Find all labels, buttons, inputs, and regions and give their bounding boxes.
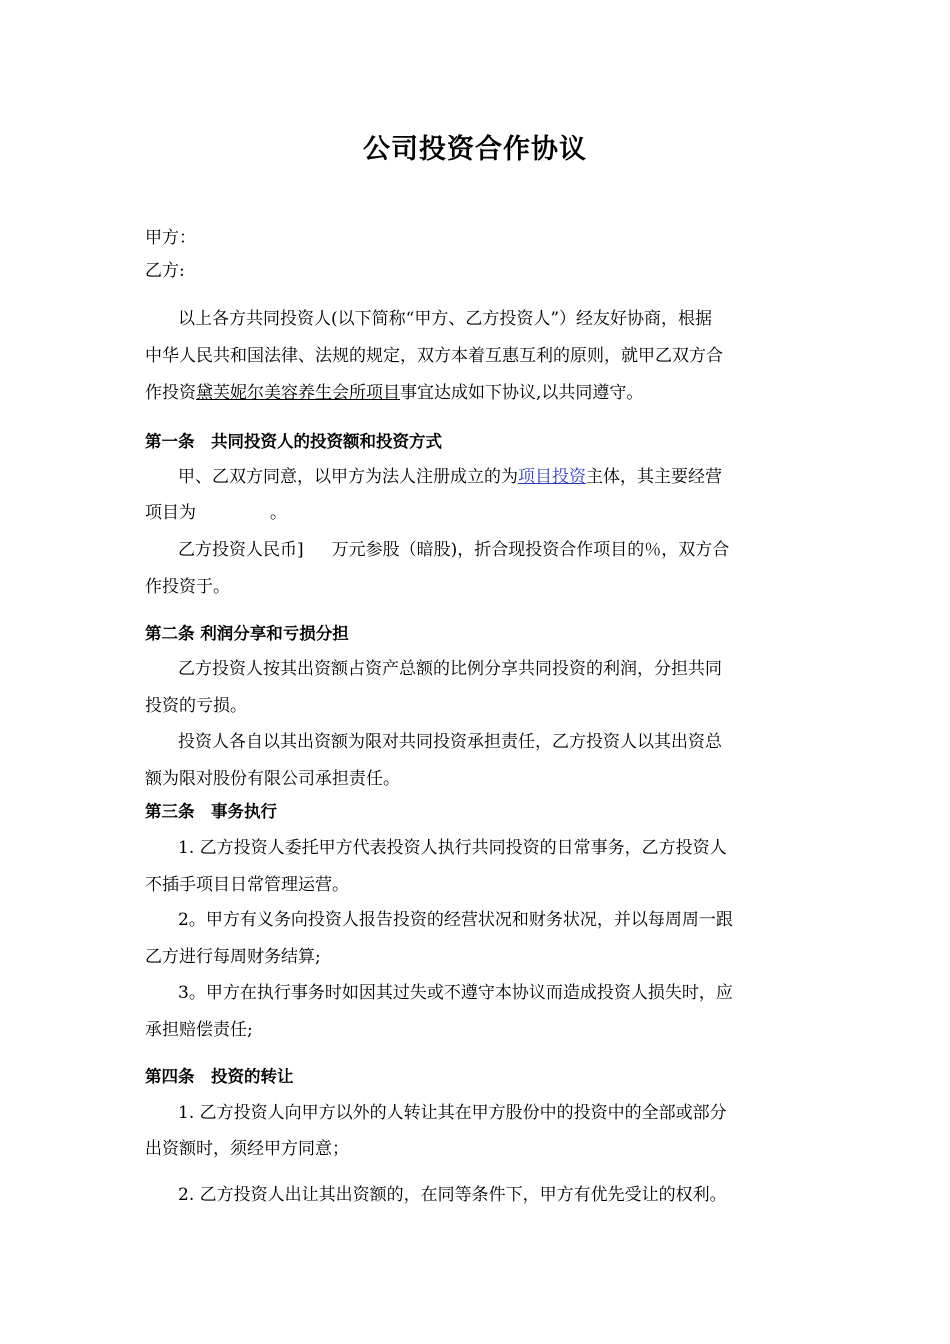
article-3-item-3-line-1: 3。甲方在执行事务时如因其过失或不遵守本协议而造成投资人损失时，应 [178, 983, 733, 1003]
article-4-item-1-line-1: 1. 乙方投资人向甲方以外的人转让其在甲方股份中的投资中的全部或部分 [178, 1103, 727, 1123]
intro-line-3 [145, 381, 643, 405]
article-3-item-3-line-2: 承担赔偿责任; [145, 1020, 253, 1040]
article-4-heading: 第四条 投资的转让 [145, 1067, 294, 1086]
article-2-para-2-line-2: 额为限对股份有限公司承担责任。 [145, 769, 400, 789]
article-1-text-end: 主体，其主要经营 [586, 467, 722, 487]
project-investment-link[interactable]: 项目投资 [518, 467, 586, 487]
intro-line-1: 以上各方共同投资人(以下简称“甲方、乙方投资人”）经友好协商，根据 [178, 309, 713, 329]
article-3-item-2-line-1: 2。甲方有义务向投资人报告投资的经营状况和财务状况，并以每周周一跟 [178, 910, 733, 930]
article-1-period: 。 [270, 503, 287, 523]
article-4-item-1-line-2: 出资额时，须经甲方同意； [145, 1139, 349, 1159]
article-3-item-2-line-2: 乙方进行每周财务结算; [145, 947, 321, 967]
article-2-para-2-line-1: 投资人各自以其出资额为限对共同投资承担责任，乙方投资人以其出资总 [178, 732, 722, 752]
article-1-text: 甲、乙双方同意，以甲方为法人注册成立的为 [178, 467, 518, 487]
article-1-text: 项目为 [145, 503, 196, 523]
article-1-para-1-line-1 [178, 465, 722, 489]
article-2-para-1-line-1: 乙方投资人按其出资额占资产总额的比例分享共同投资的利润，分担共同 [178, 659, 722, 679]
article-1-para-2-line-2: 作投资于。 [145, 577, 230, 597]
article-3-heading: 第三条 事务执行 [145, 802, 277, 821]
article-1-heading: 第一条 共同投资人的投资额和投资方式 [145, 432, 442, 451]
article-1-para-1-line-2 [145, 501, 287, 525]
intro-text-end: 事宜达成如下协议,以共同遵守。 [400, 383, 644, 403]
article-1-text-end: 万元参股（暗股)，折合现投资合作项目的％，双方合 [331, 540, 730, 560]
intro-line-2: 中华人民共和国法律、法规的规定，双方本着互惠互利的原则，就甲乙双方合 [145, 346, 723, 366]
party-a-label: 甲方： [145, 228, 196, 248]
article-1-para-2-line-1 [178, 538, 729, 562]
project-name: 黛芙妮尔美容养生会所项目 [196, 383, 400, 403]
article-4-item-2-line-1: 2. 乙方投资人出让其出资额的，在同等条件下，甲方有优先受让的权利。 [178, 1185, 727, 1205]
article-1-text: 乙方投资人民币] [178, 540, 304, 560]
article-2-heading: 第二条 利润分享和亏损分担 [145, 624, 349, 643]
article-3-item-1-line-2: 不插手项目日常管理运营。 [145, 875, 349, 895]
intro-text: 作投资 [145, 383, 196, 403]
article-2-para-1-line-2: 投资的亏损。 [145, 696, 247, 716]
document-title: 公司投资合作协议 [363, 134, 587, 165]
article-3-item-1-line-1: 1. 乙方投资人委托甲方代表投资人执行共同投资的日常事务，乙方投资人 [178, 838, 727, 858]
party-b-label: 乙方: [145, 261, 185, 281]
